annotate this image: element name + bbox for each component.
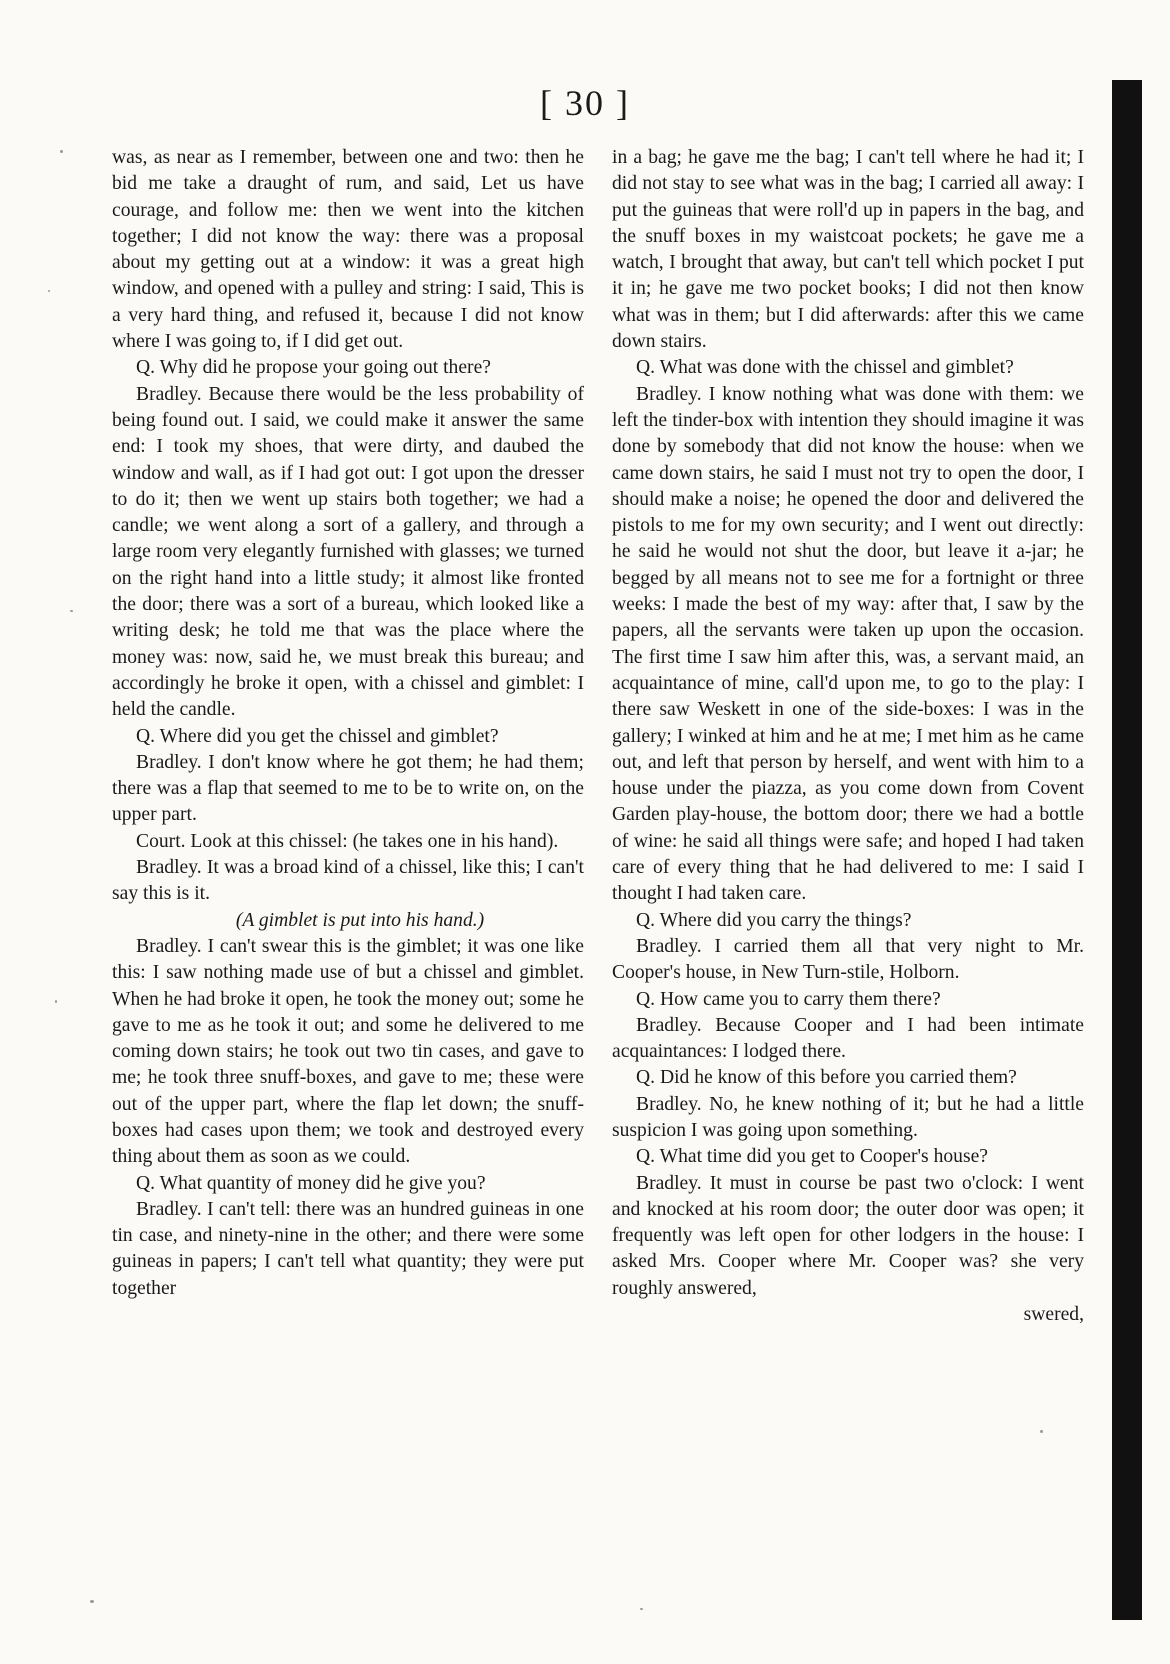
paragraph: Bradley. I can't tell: there was an hundred guineas in one tin case, and ninety-nine in the other; and there were some guineas in papers; I can't tell what quantity; they were put together — [112, 1198, 584, 1299]
paragraph: Court. Look at this chissel: (he takes one in his hand). — [136, 830, 559, 852]
paragraph: Bradley. I know nothing what was done with them: we left the tinder-box with intention they should imagine it was done by somebody that did not know the house: when we came down stairs, he said I must not try to open the door, I should make a noise; he opened the door and delivered the pistols to me for my own security; and I went out directly: he said he would not shut the door, but leave it a-jar; he begged by all means not to see me for a fortnight or three weeks: I made the best of my way: after that, I saw by the papers, all the servants were taken up upon the occasion. The first time I saw him after this, was, a servant maid, an acquaintance of mine, call'd upon me, to go to the play: I there saw Weskett in one of the side-boxes: I was in the gallery; I winked at him and he at me; I met him as he came out, and left that person by herself, and went with him to a house under the piazza, as you come down from Covent Garden play-house, the bottom door; there we had a bottle of wine: he said all things were safe; and hoped I had taken care of every thing that he had delivered to me: I said I thought I had taken care. — [612, 383, 1084, 905]
paragraph: Q. What was done with the chissel and gimblet? — [636, 357, 1014, 379]
scan-speck — [90, 1600, 94, 1603]
paragraph: in a bag; he gave me the bag; I can't tell where he had it; I did not stay to see what was in the bag; I carried all away: I put the guineas that were roll'd up in papers in the bag, and the snuff boxes in my waistcoat pockets; he gave me a watch, I brought that away, but can't tell which pocket I put it in; he gave me two pocket books; I did not then know what was in them; but I did afterwards: after this we came down stairs. — [612, 147, 1084, 353]
paragraph: was, as near as I remember, between one and two: then he bid me take a draught of rum, and said, Let us have courage, and follow me: then we went into the kitchen together; I did not know the way: there was a proposal about my getting out at a window: it was a great high window, and opened with a pulley and string: I said, This is a very hard thing, and refused it, because I did not know where I was going to, if I did get out. — [112, 147, 584, 353]
paragraph: Bradley. Because Cooper and I had been intimate acquaintances: I lodged there. — [612, 1014, 1084, 1063]
scan-speck — [48, 290, 50, 292]
left-column — [112, 145, 584, 1302]
paragraph: Bradley. It must in course be past two o'clock: I went and knocked at his room door; the outer door was open; it frequently was left open for other lodgers in the house: I asked Mrs. Cooper where Mr. Cooper was? she very roughly answered, — [612, 1172, 1084, 1299]
paragraph: Q. What quantity of money did he give you? — [136, 1172, 486, 1194]
paragraph: Bradley. I carried them all that very night to Mr. Cooper's house, in New Turn-stile, Holborn. — [612, 935, 1084, 984]
paragraph: (A gimblet is put into his hand.) — [235, 909, 485, 931]
paragraph: Q. Where did you carry the things? — [636, 909, 912, 931]
paragraph: Bradley. No, he knew nothing of it; but he had a little suspicion I was going upon something. — [612, 1093, 1084, 1141]
paragraph: Bradley. Because there would be the less probability of being found out. I said, we could make it answer the same end: I took my shoes, that were dirty, and daubed the window and wall, as if I had got out: I got upon the dresser to do it; then we went up stairs both together; we had a candle; we went along a sort of a gallery, and through a large room very elegantly furnished with glasses; we turned on the right hand into a little study; it almost like fronted the door; there was a sort of a bureau, which looked like a writing desk; he told me that was the place where the money was: now, said he, we must break this bureau; and accordingly he broke it open, with a chissel and gimblet: I held the candle. — [112, 383, 584, 721]
scan-speck — [640, 1608, 643, 1610]
paragraph: Q. What time did you get to Cooper's house? — [636, 1146, 988, 1168]
right-column — [612, 145, 1084, 1328]
paragraph: Bradley. I can't swear this is the gimblet; it was one like this: I saw nothing made use of but a chissel and gimblet. When he had broke it open, he took the money out; some he gave to me as he took it out; and some he delivered to me coming down stairs; he took out two tin cases, and gave to me; he took three snuff-boxes, and gave to me; these were out of the upper part, where the flap let down; the snuff-boxes had cases upon them; we took and destroyed every thing about them as soon as we could. — [112, 935, 584, 1168]
catchword: swered, — [1023, 1304, 1084, 1326]
scan-speck — [55, 1000, 57, 1003]
paragraph: Q. Where did you get the chissel and gimblet? — [136, 725, 499, 747]
paragraph: Bradley. It was a broad kind of a chissel, like this; I can't say this is it. — [112, 857, 584, 905]
page-number: [ 30 ] — [540, 83, 630, 123]
paragraph: Q. Did he know of this before you carried them? — [636, 1067, 1017, 1089]
paragraph: Bradley. I don't know where he got them; he had them; there was a flap that seemed to me to be to write on, on the upper part. — [112, 751, 584, 826]
scan-speck — [60, 150, 63, 153]
binding-edge-shadow — [1112, 80, 1142, 1620]
paragraph: Q. Why did he propose your going out there? — [136, 357, 491, 379]
scan-speck — [70, 610, 73, 612]
paragraph: Q. How came you to carry them there? — [636, 988, 941, 1010]
scan-speck — [1040, 1430, 1043, 1433]
